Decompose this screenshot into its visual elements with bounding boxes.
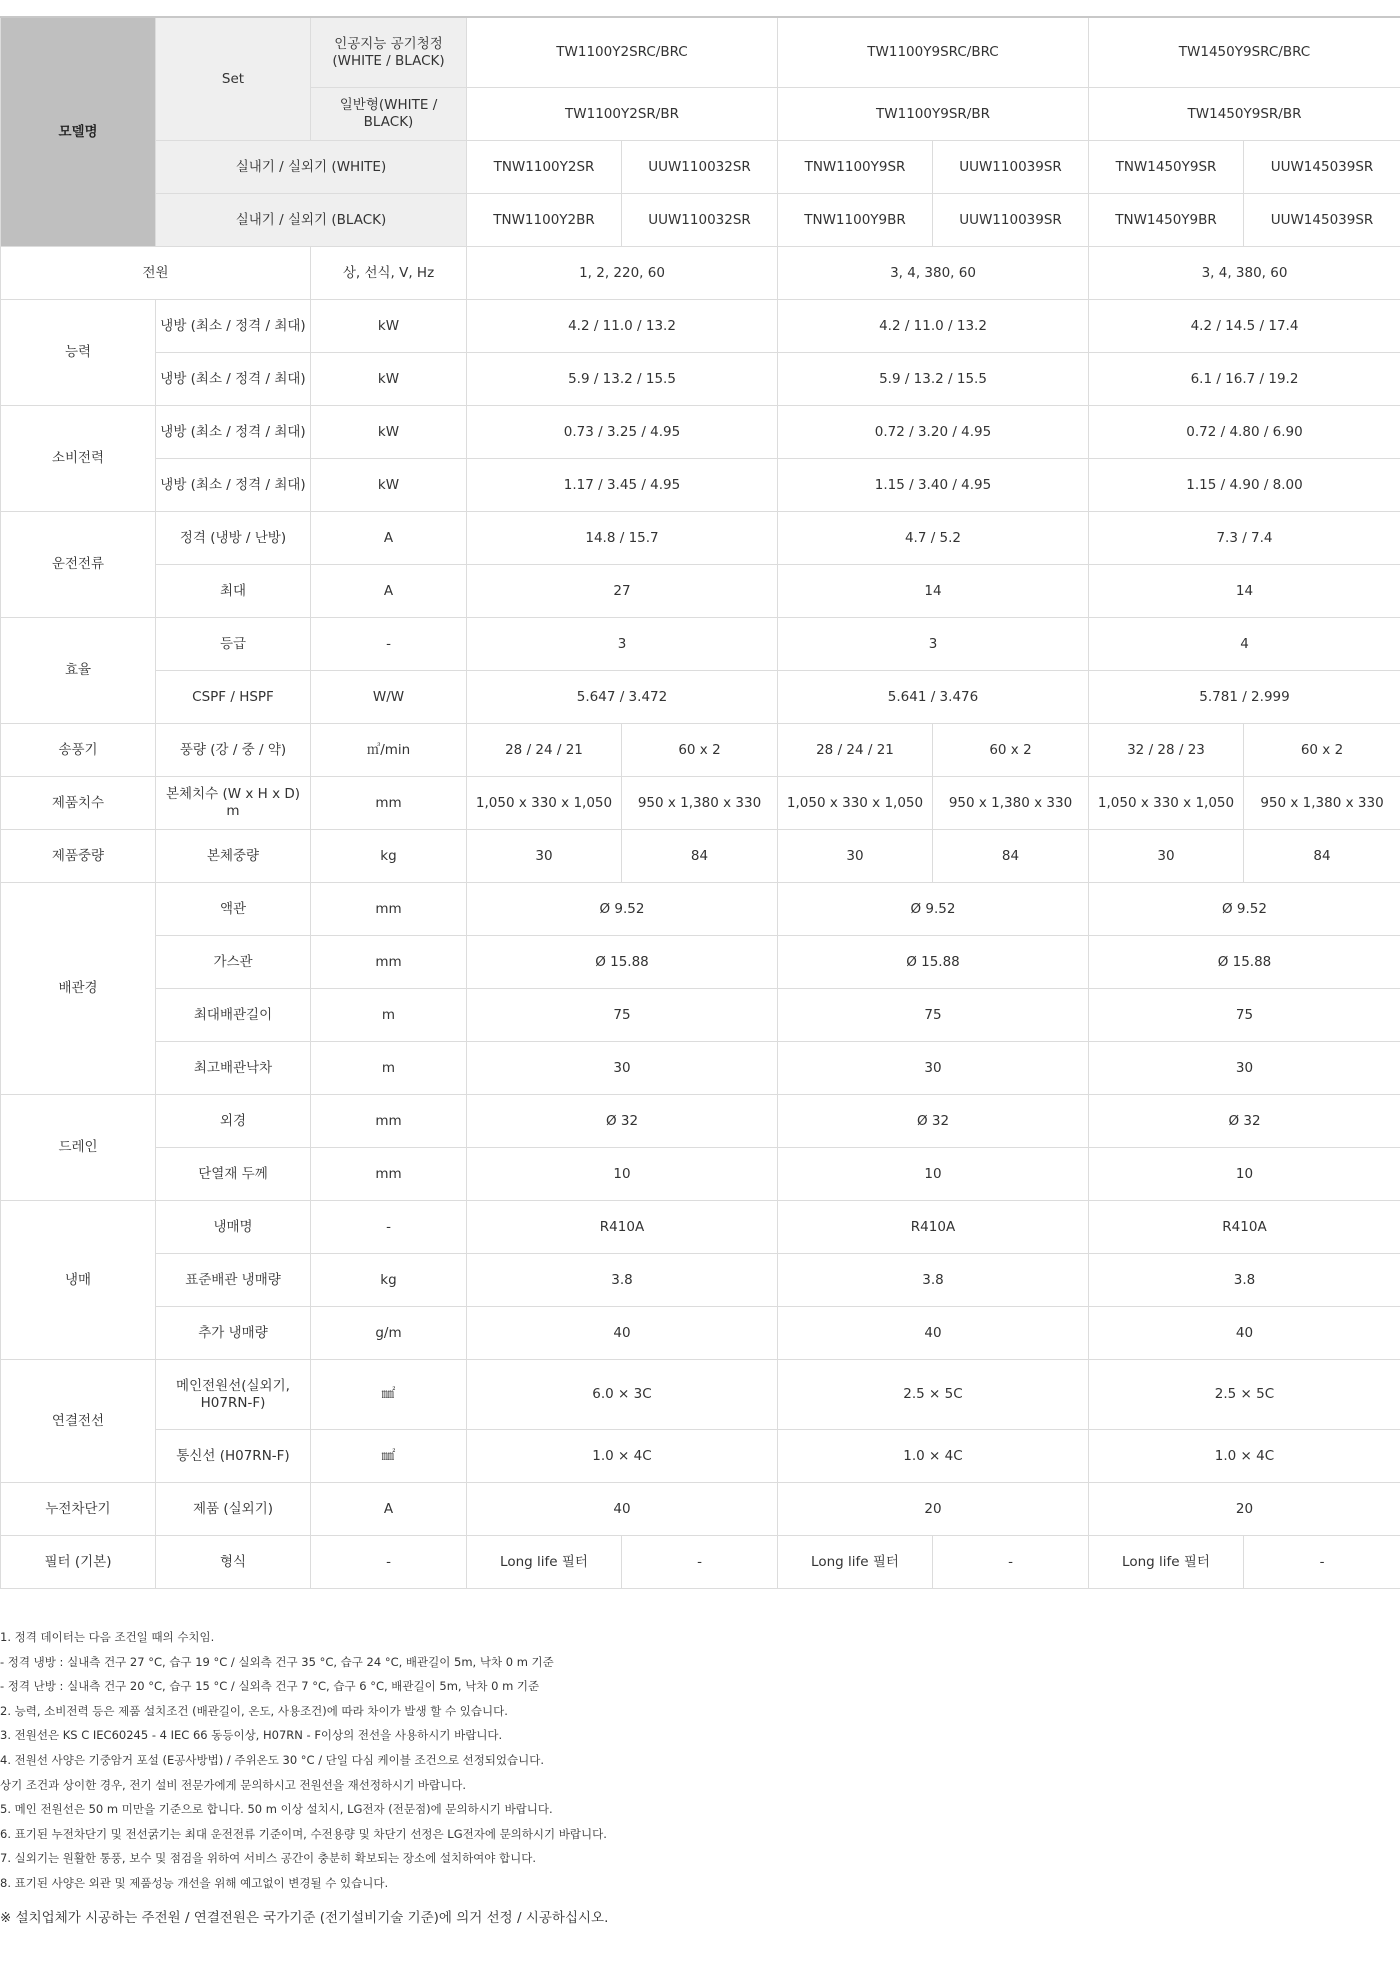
value-cell: 10 (467, 1148, 778, 1201)
row-unit: - (311, 618, 467, 671)
value-cell: 950 x 1,380 x 330 (933, 777, 1089, 830)
value-cell: 75 (778, 989, 1089, 1042)
value-cell: Ø 15.88 (1089, 936, 1400, 989)
value-cell: 1,050 x 330 x 1,050 (1089, 777, 1244, 830)
value-cell: 7.3 / 7.4 (1089, 512, 1400, 565)
row-capacity-cooling (1, 300, 1400, 353)
value-cell: 30 (778, 830, 933, 883)
value-cell: 40 (467, 1307, 778, 1360)
value-cell: 30 (1089, 830, 1244, 883)
value-cell: R410A (778, 1201, 1089, 1254)
group-label: 운전전류 (1, 512, 156, 618)
row-drain-outer (1, 1095, 1400, 1148)
row-label: 외경 (156, 1095, 311, 1148)
row-unit: m (311, 989, 467, 1042)
footnote: - 정격 냉방 : 실내측 건구 27 °C, 습구 19 °C / 실외측 건구 35 °C, 습구 24 °C, 배관길이 5m, 낙차 0 m 기준 (0, 1654, 554, 1669)
row-label: 최대배관길이 (156, 989, 311, 1042)
value-cell: 28 / 24 / 21 (467, 724, 622, 777)
row-consumption-heating (1, 459, 1400, 512)
value-cell: 32 / 28 / 23 (1089, 724, 1244, 777)
header-row-white (1, 141, 1400, 194)
value-cell: Ø 15.88 (467, 936, 778, 989)
group-label: 능력 (1, 300, 156, 406)
value-cell: 1,050 x 330 x 1,050 (778, 777, 933, 830)
set-ai-3: TW1450Y9SRC/BRC (1089, 17, 1400, 88)
value-cell: 1.15 / 3.40 / 4.95 (778, 459, 1089, 512)
header-row-ai (1, 17, 1400, 88)
row-label: 가스관 (156, 936, 311, 989)
row-label: 냉방 (최소 / 정격 / 최대) (156, 300, 311, 353)
row-label: 형식 (156, 1536, 311, 1589)
footnote: 6. 표기된 누전차단기 및 전선굵기는 최대 운전전류 기준이며, 수전용량 및 차단기 선정은 LG전자에 문의하시기 바랍니다. (0, 1826, 607, 1841)
value-cell: 40 (467, 1483, 778, 1536)
value-cell: - (1244, 1536, 1400, 1589)
value-cell: 5.9 / 13.2 / 15.5 (778, 353, 1089, 406)
unit-white: UUW110032SR (622, 141, 778, 194)
value-cell: Long life 필터 (467, 1536, 622, 1589)
row-dimensions (1, 777, 1400, 830)
row-current-rated (1, 512, 1400, 565)
footnote: 4. 전원선 사양은 기중암거 포설 (E공사방법) / 주위온도 30 °C / 단일 다심 케이블 조건으로 선정되었습니다. (0, 1752, 544, 1767)
value-cell: 4.2 / 11.0 / 13.2 (467, 300, 778, 353)
row-label: 냉방 (최소 / 정격 / 최대) (156, 353, 311, 406)
value-cell: Ø 9.52 (778, 883, 1089, 936)
set-ai-2: TW1100Y9SRC/BRC (778, 17, 1089, 88)
row-label: 추가 냉매량 (156, 1307, 311, 1360)
value-cell: 0.73 / 3.25 / 4.95 (467, 406, 778, 459)
footnote: 3. 전원선은 KS C IEC60245 - 4 IEC 66 동등이상, H07RN - F이상의 전선을 사용하시기 바랍니다. (0, 1728, 503, 1743)
value-cell: 30 (778, 1042, 1089, 1095)
value-cell: 5.647 / 3.472 (467, 671, 778, 724)
set-general-2: TW1100Y9SR/BR (778, 88, 1089, 141)
value-cell: 5.641 / 3.476 (778, 671, 1089, 724)
value-cell: 3, 4, 380, 60 (1089, 247, 1400, 300)
row-label: CSPF / HSPF (156, 671, 311, 724)
value-cell: Ø 9.52 (467, 883, 778, 936)
row-label: 액관 (156, 883, 311, 936)
row-current-max (1, 565, 1400, 618)
value-cell: 14 (778, 565, 1089, 618)
group-label: 누전차단기 (1, 1483, 156, 1536)
row-piping-max-length (1, 989, 1400, 1042)
value-cell: 30 (467, 830, 622, 883)
value-cell: Ø 32 (1089, 1095, 1400, 1148)
value-cell: Long life 필터 (778, 1536, 933, 1589)
row-unit: A (311, 1483, 467, 1536)
installation-notice: ※ 설치업체가 시공하는 주전원 / 연결전원은 국가기준 (전기설비기술 기준)에 의거 선정 / 시공하십시오. (0, 1909, 609, 1926)
group-label: 소비전력 (1, 406, 156, 512)
row-label: 메인전원선(실외기, H07RN-F) (156, 1360, 311, 1430)
value-cell: 3.8 (1089, 1254, 1400, 1307)
value-cell: 3, 4, 380, 60 (778, 247, 1089, 300)
value-cell: 4.7 / 5.2 (778, 512, 1089, 565)
value-cell: R410A (467, 1201, 778, 1254)
value-cell: 6.1 / 16.7 / 19.2 (1089, 353, 1400, 406)
set-ai-1: TW1100Y2SRC/BRC (467, 17, 778, 88)
group-label: 필터 (기본) (1, 1536, 156, 1589)
value-cell: 30 (467, 1042, 778, 1095)
value-cell: 20 (1089, 1483, 1400, 1536)
row-label: 단열재 두께 (156, 1148, 311, 1201)
value-cell: 60 x 2 (1244, 724, 1400, 777)
unit-black: TNW1100Y2BR (467, 194, 622, 247)
row-label: 냉방 (최소 / 정격 / 최대) (156, 459, 311, 512)
row-weight (1, 830, 1400, 883)
indoor-outdoor-white-label: 실내기 / 실외기 (WHITE) (156, 141, 467, 194)
value-cell: Ø 9.52 (1089, 883, 1400, 936)
value-cell: Long life 필터 (1089, 1536, 1244, 1589)
group-label: 제품중량 (1, 830, 156, 883)
value-cell: 60 x 2 (933, 724, 1089, 777)
row-efficiency-cspf (1, 671, 1400, 724)
row-unit: m (311, 1042, 467, 1095)
row-capacity-heating (1, 353, 1400, 406)
unit-white: UUW110039SR (933, 141, 1089, 194)
value-cell: - (933, 1536, 1089, 1589)
row-label: 전원 (1, 247, 311, 300)
unit-white: UUW145039SR (1244, 141, 1400, 194)
header-row-black (1, 194, 1400, 247)
value-cell: 20 (778, 1483, 1089, 1536)
row-unit: kg (311, 830, 467, 883)
ai-type-label: 인공지능 공기청정 (WHITE / BLACK) (311, 17, 467, 88)
row-unit: kW (311, 300, 467, 353)
spec-table (0, 16, 1400, 1589)
row-label: 정격 (냉방 / 난방) (156, 512, 311, 565)
row-unit: - (311, 1536, 467, 1589)
row-unit: mm (311, 883, 467, 936)
row-label: 본체중량 (156, 830, 311, 883)
value-cell: 40 (1089, 1307, 1400, 1360)
row-refrigerant-additional (1, 1307, 1400, 1360)
value-cell: - (622, 1536, 778, 1589)
value-cell: 1, 2, 220, 60 (467, 247, 778, 300)
row-wiring-comm (1, 1430, 1400, 1483)
group-label: 배관경 (1, 883, 156, 1095)
row-unit: kg (311, 1254, 467, 1307)
unit-black: UUW145039SR (1244, 194, 1400, 247)
value-cell: 14 (1089, 565, 1400, 618)
footnote: 8. 표기된 사양은 외관 및 제품성능 개선을 위해 예고없이 변경될 수 있습니다. (0, 1875, 389, 1890)
value-cell: 40 (778, 1307, 1089, 1360)
value-cell: 84 (622, 830, 778, 883)
group-label: 효율 (1, 618, 156, 724)
value-cell: 75 (467, 989, 778, 1042)
row-consumption-cooling (1, 406, 1400, 459)
row-unit: kW (311, 353, 467, 406)
value-cell: 1.0 × 4C (1089, 1430, 1400, 1483)
unit-black: UUW110039SR (933, 194, 1089, 247)
row-unit: 상, 선식, V, Hz (311, 247, 467, 300)
row-piping-liquid (1, 883, 1400, 936)
row-efficiency-grade (1, 618, 1400, 671)
value-cell: 4 (1089, 618, 1400, 671)
set-label: Set (156, 17, 311, 141)
value-cell: 2.5 × 5C (778, 1360, 1089, 1430)
value-cell: 3.8 (778, 1254, 1089, 1307)
value-cell: 4.2 / 14.5 / 17.4 (1089, 300, 1400, 353)
value-cell: 30 (1089, 1042, 1400, 1095)
group-label: 냉매 (1, 1201, 156, 1360)
value-cell: 84 (1244, 830, 1400, 883)
value-cell: 0.72 / 3.20 / 4.95 (778, 406, 1089, 459)
value-cell: 10 (778, 1148, 1089, 1201)
row-filter (1, 1536, 1400, 1589)
unit-black: TNW1100Y9BR (778, 194, 933, 247)
footnote: - 정격 난방 : 실내측 건구 20 °C, 습구 15 °C / 실외측 건구 7 °C, 습구 6 °C, 배관길이 5m, 낙차 0 m 기준 (0, 1679, 540, 1694)
value-cell: 3.8 (467, 1254, 778, 1307)
row-unit: g/m (311, 1307, 467, 1360)
row-label: 풍량 (강 / 중 / 약) (156, 724, 311, 777)
row-power (1, 247, 1400, 300)
row-label: 본체치수 (W x H x D) m (156, 777, 311, 830)
group-label: 제품치수 (1, 777, 156, 830)
row-label: 통신선 (H07RN-F) (156, 1430, 311, 1483)
group-label: 송풍기 (1, 724, 156, 777)
row-breaker (1, 1483, 1400, 1536)
value-cell: 4.2 / 11.0 / 13.2 (778, 300, 1089, 353)
row-refrigerant-name (1, 1201, 1400, 1254)
value-cell: 14.8 / 15.7 (467, 512, 778, 565)
value-cell: 84 (933, 830, 1089, 883)
value-cell: Ø 32 (778, 1095, 1089, 1148)
set-general-3: TW1450Y9SR/BR (1089, 88, 1400, 141)
value-cell: 75 (1089, 989, 1400, 1042)
row-unit: kW (311, 406, 467, 459)
value-cell: 0.72 / 4.80 / 6.90 (1089, 406, 1400, 459)
row-unit: kW (311, 459, 467, 512)
row-unit: - (311, 1201, 467, 1254)
unit-black: UUW110032SR (622, 194, 778, 247)
value-cell: 28 / 24 / 21 (778, 724, 933, 777)
value-cell: 3 (467, 618, 778, 671)
footnotes (0, 1625, 1400, 1930)
row-unit: ㎥/min (311, 724, 467, 777)
footnote: 7. 실외기는 원활한 통풍, 보수 및 점검을 위하여 서비스 공간이 충분히 확보되는 장소에 설치하여야 합니다. (0, 1851, 537, 1866)
value-cell: 1.15 / 4.90 / 8.00 (1089, 459, 1400, 512)
value-cell: 1.0 × 4C (778, 1430, 1089, 1483)
footnote: 5. 메인 전원선은 50 m 미만을 기준으로 합니다. 50 m 이상 설치시, LG전자 (전문점)에 문의하시기 바랍니다. (0, 1802, 553, 1817)
row-unit: ㎟ (311, 1360, 467, 1430)
row-label: 표준배관 냉매량 (156, 1254, 311, 1307)
value-cell: 5.781 / 2.999 (1089, 671, 1400, 724)
row-label: 제품 (실외기) (156, 1483, 311, 1536)
value-cell: Ø 15.88 (778, 936, 1089, 989)
unit-white: TNW1450Y9SR (1089, 141, 1244, 194)
row-unit: mm (311, 777, 467, 830)
value-cell: 1.17 / 3.45 / 4.95 (467, 459, 778, 512)
set-general-1: TW1100Y2SR/BR (467, 88, 778, 141)
value-cell: 1.0 × 4C (467, 1430, 778, 1483)
unit-black: TNW1450Y9BR (1089, 194, 1244, 247)
row-piping-gas (1, 936, 1400, 989)
row-fan (1, 724, 1400, 777)
value-cell: 950 x 1,380 x 330 (622, 777, 778, 830)
value-cell: 1,050 x 330 x 1,050 (467, 777, 622, 830)
row-unit: A (311, 565, 467, 618)
general-type-label: 일반형(WHITE / BLACK) (311, 88, 467, 141)
unit-white: TNW1100Y9SR (778, 141, 933, 194)
indoor-outdoor-black-label: 실내기 / 실외기 (BLACK) (156, 194, 467, 247)
model-label: 모델명 (1, 17, 156, 247)
group-label: 드레인 (1, 1095, 156, 1201)
value-cell: R410A (1089, 1201, 1400, 1254)
row-unit: mm (311, 1148, 467, 1201)
value-cell: 60 x 2 (622, 724, 778, 777)
footnote: 상기 조건과 상이한 경우, 전기 설비 전문가에게 문의하시고 전원선을 재선정하시기 바랍니다. (0, 1777, 467, 1792)
value-cell: 950 x 1,380 x 330 (1244, 777, 1400, 830)
row-unit: ㎟ (311, 1430, 467, 1483)
value-cell: 2.5 × 5C (1089, 1360, 1400, 1430)
row-label: 냉매명 (156, 1201, 311, 1254)
row-wiring-main (1, 1360, 1400, 1430)
group-label: 연결전선 (1, 1360, 156, 1483)
row-label: 등급 (156, 618, 311, 671)
value-cell: 27 (467, 565, 778, 618)
value-cell: Ø 32 (467, 1095, 778, 1148)
row-piping-max-height (1, 1042, 1400, 1095)
value-cell: 6.0 × 3C (467, 1360, 778, 1430)
footnote: 1. 정격 데이터는 다음 조건일 때의 수치임. (0, 1630, 215, 1644)
value-cell: 5.9 / 13.2 / 15.5 (467, 353, 778, 406)
row-unit: W/W (311, 671, 467, 724)
row-unit: mm (311, 1095, 467, 1148)
unit-white: TNW1100Y2SR (467, 141, 622, 194)
row-unit: A (311, 512, 467, 565)
row-refrigerant-standard (1, 1254, 1400, 1307)
row-label: 최고배관낙차 (156, 1042, 311, 1095)
row-drain-insulation (1, 1148, 1400, 1201)
value-cell: 10 (1089, 1148, 1400, 1201)
value-cell: 3 (778, 618, 1089, 671)
row-unit: mm (311, 936, 467, 989)
row-label: 냉방 (최소 / 정격 / 최대) (156, 406, 311, 459)
row-label: 최대 (156, 565, 311, 618)
footnote: 2. 능력, 소비전력 등은 제품 설치조건 (배관길이, 온도, 사용조건)에 따라 차이가 발생 할 수 있습니다. (0, 1703, 508, 1718)
